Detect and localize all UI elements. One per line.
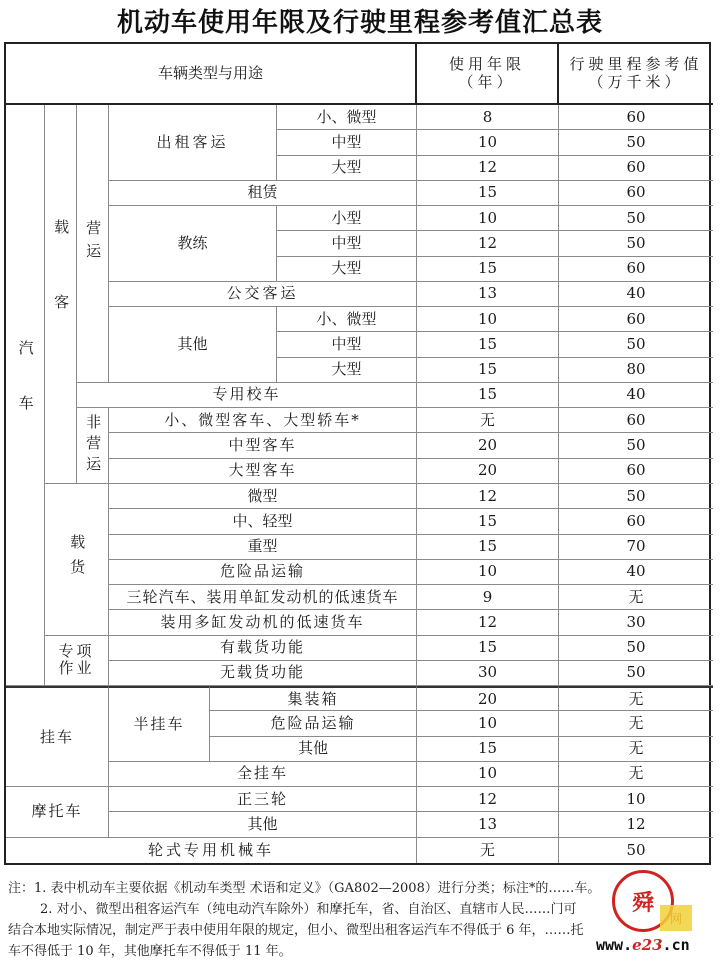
- years-cell: 15: [417, 332, 559, 357]
- mileage-cell: 60: [559, 307, 713, 332]
- mileage-cell: 40: [559, 282, 713, 307]
- vehicle-table: [4, 42, 711, 865]
- row-label: 全挂车: [109, 762, 417, 787]
- row-label: 其他: [210, 737, 417, 762]
- group-car: 汽车: [6, 105, 45, 686]
- years-cell: 10: [417, 206, 559, 231]
- years-cell: 20: [417, 459, 559, 484]
- row-label: 有载货功能: [109, 636, 417, 661]
- header-mileage-label: 行驶里程参考值: [569, 55, 703, 74]
- header-mileage-unit: （万千米）: [588, 72, 684, 91]
- row-label: 中型客车: [109, 433, 417, 458]
- years-cell: 12: [417, 610, 559, 635]
- years-cell: 10: [417, 560, 559, 585]
- group-special-ops: [45, 636, 109, 687]
- group-other: 其他: [109, 307, 277, 383]
- mileage-cell: 40: [559, 383, 713, 408]
- years-cell: 20: [417, 686, 559, 711]
- years-cell: 无: [417, 408, 559, 433]
- row-label: 中、轻型: [109, 509, 417, 534]
- years-cell: 15: [417, 257, 559, 282]
- row-label: 中型: [277, 130, 417, 155]
- years-cell: 20: [417, 433, 559, 458]
- years-cell: 10: [417, 711, 559, 736]
- years-cell: 13: [417, 812, 559, 837]
- row-label: 无载货功能: [109, 661, 417, 686]
- years-cell: 15: [417, 535, 559, 560]
- mileage-cell: 50: [559, 636, 713, 661]
- years-cell: 9: [417, 585, 559, 610]
- watermark-stamp-icon: 舜: [612, 870, 674, 932]
- years-cell: 12: [417, 484, 559, 509]
- years-cell: 15: [417, 358, 559, 383]
- mileage-cell: 80: [559, 358, 713, 383]
- years-cell: 8: [417, 105, 559, 130]
- mileage-cell: 10: [559, 787, 713, 812]
- header-years-unit: （年）: [458, 72, 516, 91]
- years-cell: 15: [417, 737, 559, 762]
- row-label: 中型: [277, 231, 417, 256]
- row-label: 危险品运输: [109, 560, 417, 585]
- header-mileage: [559, 44, 713, 105]
- years-cell: 15: [417, 181, 559, 206]
- row-label: 小、微型客车、大型轿车*: [109, 408, 417, 433]
- years-cell: 15: [417, 636, 559, 661]
- group-cargo: 载货: [45, 484, 109, 636]
- years-cell: 10: [417, 307, 559, 332]
- watermark-url: [596, 936, 690, 954]
- row-label: 专用校车: [77, 383, 417, 408]
- header-years-label: 使用年限: [448, 55, 525, 74]
- row-label: 小型: [277, 206, 417, 231]
- mileage-cell: 50: [559, 206, 713, 231]
- row-label: 重型: [109, 535, 417, 560]
- mileage-cell: 50: [559, 661, 713, 686]
- group-coach: 教练: [109, 206, 277, 282]
- mileage-cell: 60: [559, 105, 713, 130]
- mileage-cell: 60: [559, 156, 713, 181]
- group-non-operating: 非营运: [77, 408, 109, 484]
- mileage-cell: 无: [559, 737, 713, 762]
- mileage-cell: 50: [626, 840, 646, 859]
- years-cell: 无: [417, 838, 559, 863]
- row-label: 大型: [277, 156, 417, 181]
- row-label: 装用多缸发动机的低速货车: [109, 610, 417, 635]
- row-label: 微型: [109, 484, 417, 509]
- watermark-url-suffix: .cn: [662, 936, 690, 954]
- years-cell: 10: [417, 130, 559, 155]
- mileage-cell: 无: [559, 711, 713, 736]
- mileage-cell: 50: [559, 332, 713, 357]
- note-1: 注：1. 表中机动车主要依据《机动车类型 术语和定义》（GA802—2008）进行分类；标注*的……车。: [8, 881, 601, 896]
- page-title: 机动车使用年限及行驶里程参考值汇总表: [116, 8, 603, 38]
- row-label: 大型客车: [109, 459, 417, 484]
- mileage-cell: 无: [559, 762, 713, 787]
- mileage-cell: 30: [559, 610, 713, 635]
- row-label: 大型: [277, 358, 417, 383]
- years-cell: 12: [417, 156, 559, 181]
- group-semi-trailer: 半挂车: [109, 686, 210, 762]
- row-label: 小、微型: [277, 307, 417, 332]
- group-operating: 营运: [77, 105, 109, 383]
- years-cell: 13: [417, 282, 559, 307]
- row-label: 轮式专用机械车: [6, 838, 417, 863]
- group-passenger: 载客: [45, 105, 77, 484]
- row-label: 大型: [277, 257, 417, 282]
- watermark-url-brand: e23: [632, 936, 663, 954]
- watermark-url-prefix: www.: [596, 936, 633, 954]
- group-trailer: 挂车: [6, 686, 109, 787]
- mileage-cell: 60: [559, 257, 713, 282]
- years-cell: 15: [417, 509, 559, 534]
- years-cell: 30: [417, 661, 559, 686]
- header-years: [417, 44, 559, 105]
- note-2-end: 车不得低于 10 年，其他摩托车不得低于 11 年。: [8, 944, 292, 959]
- row-label: 中型: [277, 332, 417, 357]
- years-cell: 15: [417, 383, 559, 408]
- years-cell: 12: [417, 787, 559, 812]
- special-ops-line1: 专项: [58, 642, 95, 661]
- mileage-cell: 60: [559, 181, 713, 206]
- note-2-cont: 结合本地实际情况，制定严于表中使用年限的规定，但小、微型出租客运汽车不得低于 6 年，……托: [8, 923, 584, 938]
- group-taxi: 出租客运: [109, 105, 277, 181]
- mileage-cell: 12: [559, 812, 713, 837]
- mileage-cell: 50: [559, 433, 713, 458]
- mileage-cell: 70: [559, 535, 713, 560]
- mileage-cell: 50: [559, 130, 713, 155]
- row-label: 集装箱: [210, 686, 417, 711]
- group-motorcycle: 摩托车: [6, 787, 109, 838]
- mileage-cell: 无: [559, 686, 713, 711]
- mileage-cell: 50: [559, 484, 713, 509]
- row-label: 危险品运输: [210, 711, 417, 736]
- note-2: 2. 对小、微型出租客运汽车（纯电动汽车除外）和摩托车，省、自治区、直辖市人民……门可: [40, 902, 577, 917]
- row-label: 公交客运: [109, 282, 417, 307]
- mileage-cell: 60: [559, 408, 713, 433]
- mileage-cell: 无: [559, 585, 713, 610]
- years-cell: 12: [417, 231, 559, 256]
- row-label: 租赁: [109, 181, 417, 206]
- row-label: 小、微型: [277, 105, 417, 130]
- row-label: 三轮汽车、装用单缸发动机的低速货车: [109, 585, 417, 610]
- years-cell: 10: [417, 762, 559, 787]
- mileage-cell: 40: [559, 560, 713, 585]
- header-type-usage: 车辆类型与用途: [6, 44, 417, 105]
- mileage-cell: 60: [559, 459, 713, 484]
- row-label: 其他: [109, 812, 417, 837]
- special-ops-line2: 作业: [58, 659, 95, 678]
- mileage-cell: 60: [559, 509, 713, 534]
- row-label: 正三轮: [109, 787, 417, 812]
- mileage-cell: 50: [559, 231, 713, 256]
- watermark-badge-icon: 网: [660, 905, 692, 931]
